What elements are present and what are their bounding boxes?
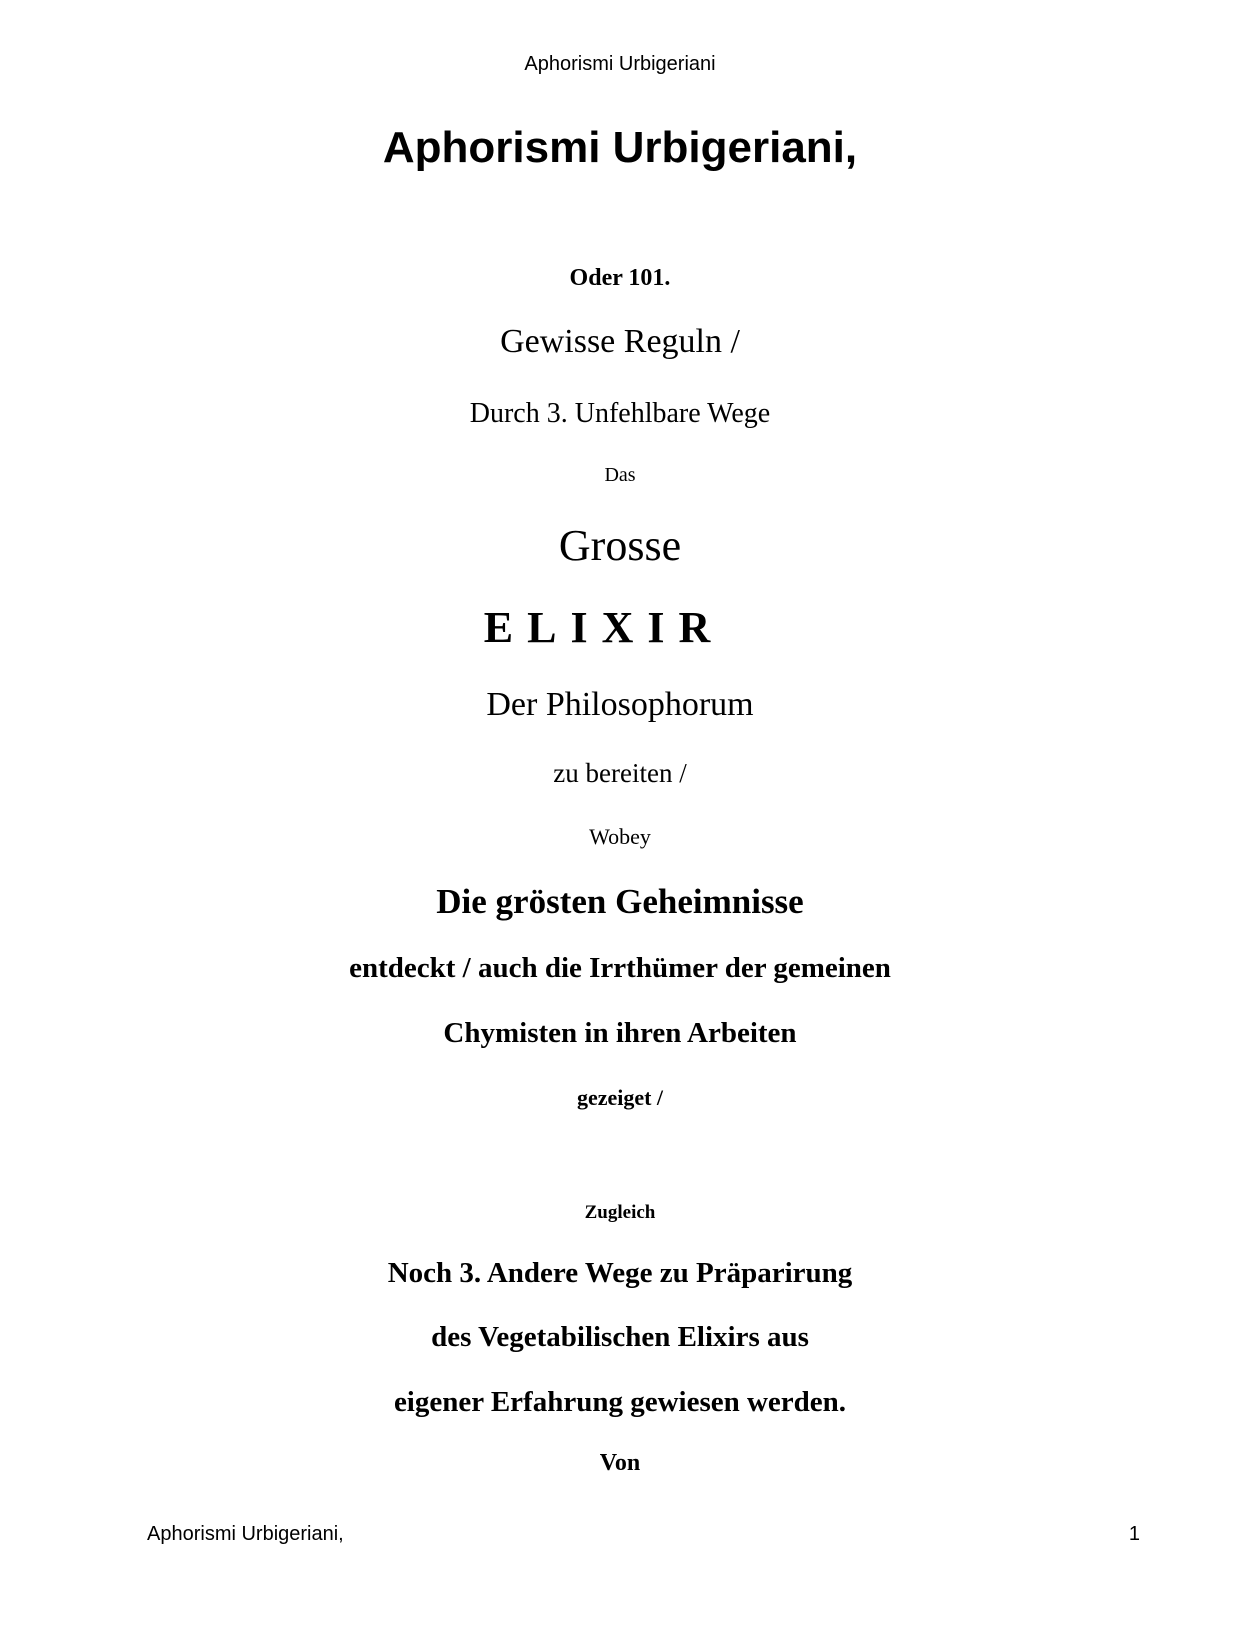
title-line-von: Von bbox=[599, 1450, 641, 1476]
footer-title: Aphorismi Urbigeriani, bbox=[147, 1523, 344, 1545]
title-line-des: des Vegetabilischen Elixirs aus bbox=[431, 1321, 809, 1353]
title-line-gezeiget: gezeiget / bbox=[576, 1085, 664, 1110]
title-line-entdeckt: entdeckt / auch die Irrthümer der gemeinen bbox=[349, 952, 891, 984]
title-line-chymisten: Chymisten in ihren Arbeiten bbox=[443, 1017, 797, 1049]
title-line-durch: Durch 3. Unfehlbare Wege bbox=[469, 398, 771, 429]
title-line-gewisse: Gewisse Reguln / bbox=[500, 323, 740, 360]
title-line-noch: Noch 3. Andere Wege zu Präparirung bbox=[387, 1257, 853, 1289]
title-line-oder: Oder 101. bbox=[569, 265, 671, 291]
title-line-eigener: eigener Erfahrung gewiesen werden. bbox=[393, 1386, 847, 1418]
title-line-das: Das bbox=[604, 464, 636, 486]
title-line-die: Die grösten Geheimnisse bbox=[436, 882, 804, 921]
title-line-zu: zu bereiten / bbox=[553, 758, 687, 788]
title-line-zugleich: Zugleich bbox=[584, 1202, 656, 1223]
title-line-der: Der Philosophorum bbox=[486, 686, 754, 723]
title-line-wobey: Wobey bbox=[589, 824, 651, 849]
title-line-elixir: ELIXIR bbox=[483, 603, 725, 652]
page-title: Aphorismi Urbigeriani, bbox=[382, 123, 858, 172]
running-header: Aphorismi Urbigeriani bbox=[524, 53, 716, 75]
page-number: 1 bbox=[1128, 1523, 1140, 1545]
title-line-grosse: Grosse bbox=[558, 521, 682, 570]
